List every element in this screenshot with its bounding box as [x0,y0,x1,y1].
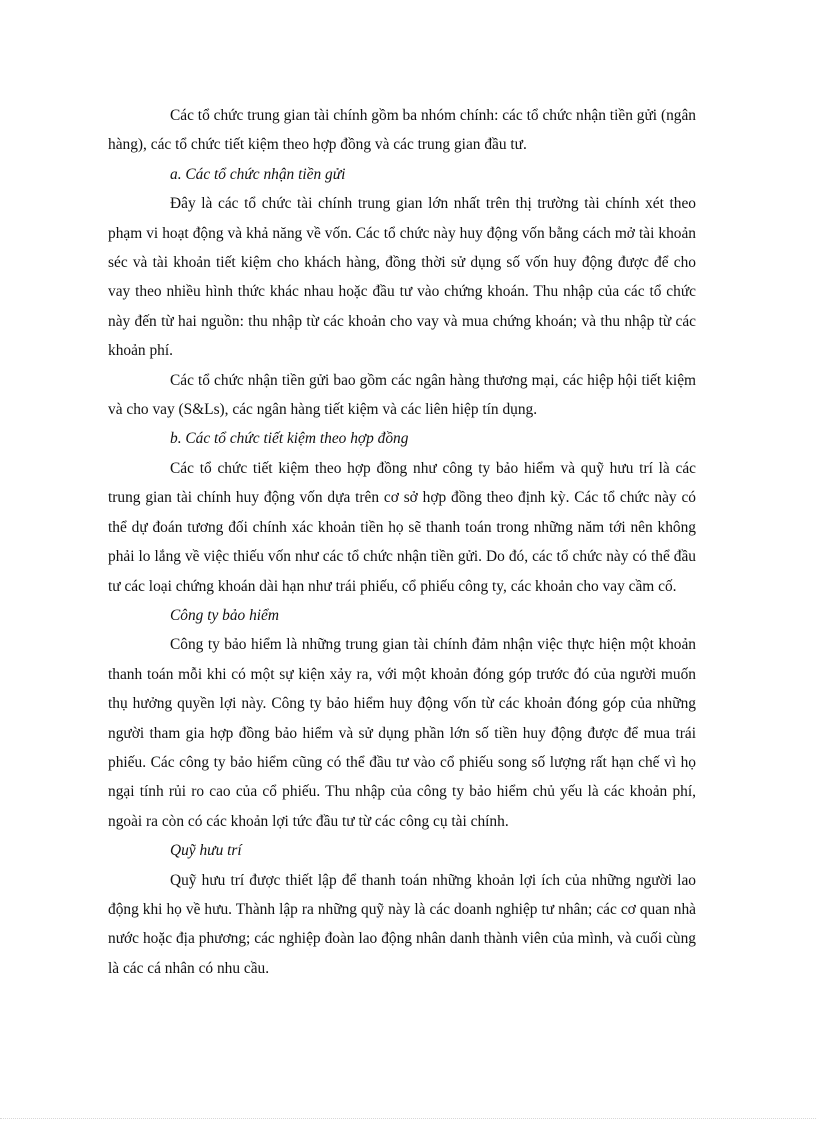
section-heading-contractual-savings: b. Các tổ chức tiết kiệm theo hợp đồng [170,430,409,448]
paragraph-contractual-savings-description: Các tổ chức tiết kiệm theo hợp đồng như công ty bảo hiểm và quỹ hưu trí là các trung gian tài chính huy động vốn dựa trên cơ sở hợp đồng theo định kỳ. Các tổ chức này có thể dự đoán tương đối chính xác khoản tiền họ sẽ thanh toán trong những năm tới nên không phải lo lắng về việc thiếu vốn như các tổ chức nhận tiền gửi. Do đó, các tổ chức này có thể đầu tư các loại chứng khoán dài hạn như trái phiếu, cổ phiếu công ty, các khoản cho vay cầm cố. [108,459,696,595]
paragraph-pension-fund: Quỹ hưu trí được thiết lập để thanh toán những khoản lợi ích của những người lao động khi họ về hưu. Thành lập ra những quỹ này là các doanh nghiệp tư nhân; các cơ quan nhà nước hoặc địa phương; các nghiệp đoàn lao động nhân danh thành viên của mình, và cuối cùng là các cá nhân có nhu cầu. [108,871,696,977]
section-heading-deposit-institutions: a. Các tổ chức nhận tiền gửi [170,165,346,183]
subheading-insurance-company: Công ty bảo hiểm [170,606,280,624]
paragraph-deposit-institutions-description: Đây là các tổ chức tài chính trung gian lớn nhất trên thị trường tài chính xét theo phạm vi hoạt động và khả năng về vốn. Các tổ chức này huy động vốn bằng cách mở tài khoản séc và tài khoản tiết kiệm cho khách hàng, đồng thời sử dụng số vốn huy động được để cho vay theo nhiều hình thức khác nhau hoặc đầu tư vào chứng khoán. Thu nhập của các tổ chức này đến từ hai nguồn: thu nhập từ các khoản cho vay và mua chứng khoán; và thu nhập từ các khoản phí. [108,195,696,360]
document-body [108,101,696,983]
paragraph-insurance-company: Công ty bảo hiểm là những trung gian tài chính đảm nhận việc thực hiện một khoản thanh toán mỗi khi có một sự kiện xảy ra, với một khoản đóng góp trước đó của người muốn thụ hưởng quyền lợi này. Công ty bảo hiểm huy động vốn từ các khoản đóng góp của những người tham gia hợp đồng bảo hiểm và sử dụng phần lớn số tiền huy động được để mua trái phiếu. Các công ty bảo hiểm cũng có thể đầu tư vào cổ phiếu song số lượng rất hạn chế vì họ ngại tính rủi ro cao của cổ phiếu. Thu nhập của công ty bảo hiểm chủ yếu là các khoản phí, ngoài ra còn có các khoản lợi tức đầu tư từ các công cụ tài chính. [108,636,696,830]
page-bottom-divider [0,1118,816,1119]
paragraph-intro: Các tổ chức trung gian tài chính gồm ba nhóm chính: các tổ chức nhận tiền gửi (ngân hàng), các tổ chức tiết kiệm theo hợp đồng và các trung gian đầu tư. [108,107,696,154]
paragraph-deposit-institutions-types: Các tổ chức nhận tiền gửi bao gồm các ngân hàng thương mại, các hiệp hội tiết kiệm và cho vay (S&Ls), các ngân hàng tiết kiệm và các liên hiệp tín dụng. [108,371,696,419]
subheading-pension-fund: Quỹ hưu trí [170,842,242,860]
